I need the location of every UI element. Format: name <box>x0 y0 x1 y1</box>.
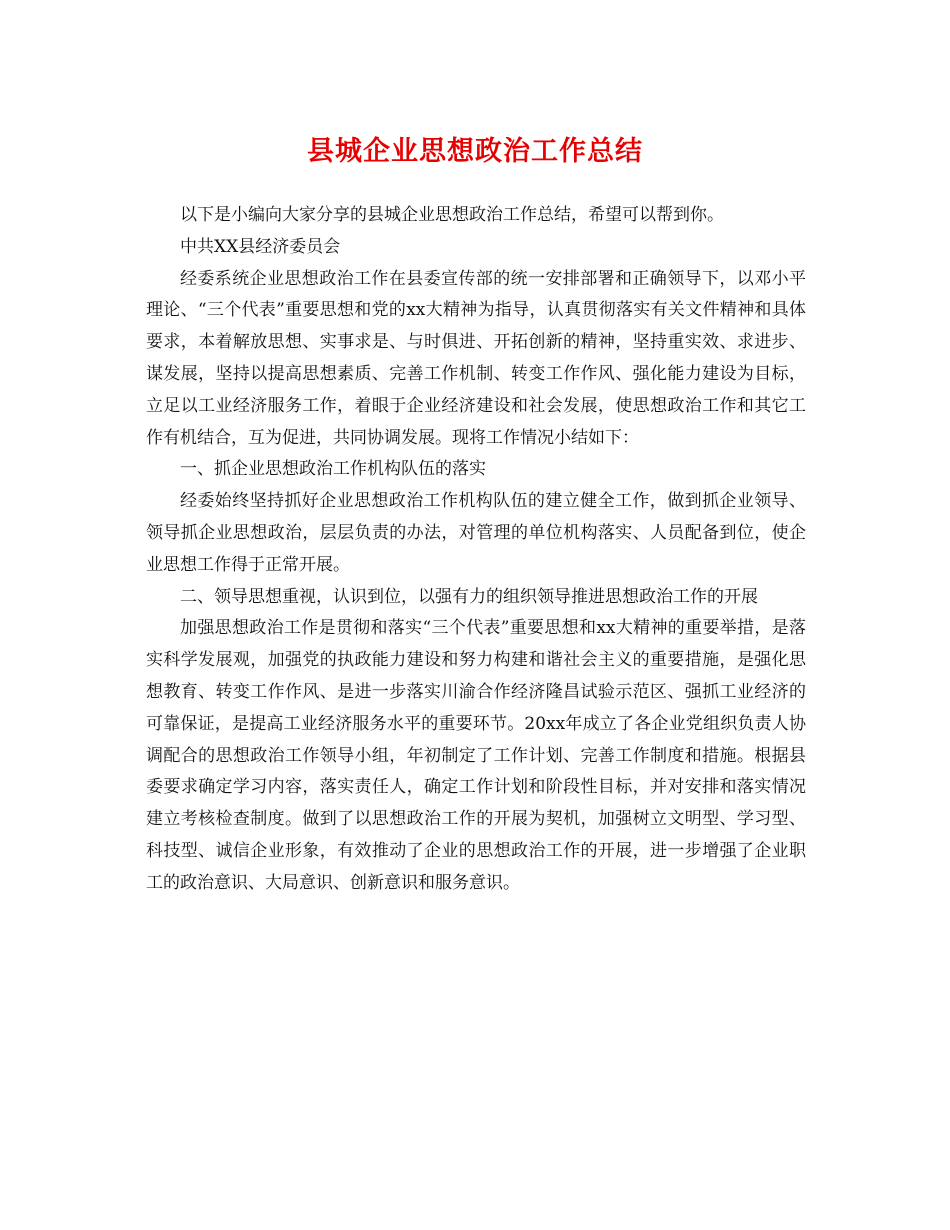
section-heading-1: 一、抓企业思想政治工作机构队伍的落实 <box>180 459 486 480</box>
organization-line: 中共XX县经济委员会 <box>180 236 341 257</box>
overview-paragraph: 经委系统企业思想政治工作在县委宣传部的统一安排部署和正确领导下，以邓小平理论、“三个代表”重要思想和党的xx大精神为指导，认真贯彻落实有关文件精神和具体要求，本着解放思想、实事求是、与时俱进、开拓创新的精神，坚持重实效、求进步、谋发展，坚持以提高思想素质、完善工作机制、转变工作作风、强化能力建设为目标，立足以工业经济服务工作，着眼于企业经济建设和社会发展，使思想政治工作和其它工作有机结合，互为促进，共同协调发展。现将工作情况小结如下： <box>146 268 806 448</box>
section-2-paragraph: 加强思想政治工作是贯彻和落实“三个代表”重要思想和xx大精神的重要举措，是落实科学发展观，加强党的执政能力建设和努力构建和谐社会主义的重要措施，是强化思想教育、转变工作作风、是进一步落实川渝合作经济隆昌试验示范区、强抓工业经济的可靠保证，是提高工业经济服务水平的重要环节。20xx年成立了各企业党组织负责人协调配合的思想政治工作领导小组，年初制定了工作计划、完善工作制度和措施。根据县委要求确定学习内容，落实责任人，确定工作计划和阶段性目标，并对安排和落实情况建立考核检查制度。做到了以思想政治工作的开展为契机，加强树立文明型、学习型、科技型、诚信企业形象，有效推动了企业的思想政治工作的开展，进一步增强了企业职工的政治意识、大局意识、创新意识和服务意识。 <box>146 618 806 893</box>
document-body <box>146 200 806 900</box>
section-1-paragraph: 经委始终坚持抓好企业思想政治工作机构队伍的建立健全工作，做到抓企业领导、领导抓企业思想政治，层层负责的办法，对管理的单位机构落实、人员配备到位，使企业思想工作得于正常开展。 <box>146 491 806 575</box>
intro-paragraph: 以下是小编向大家分享的县城企业思想政治工作总结，希望可以帮到你。 <box>180 205 724 225</box>
document-title: 县城企业思想政治工作总结 <box>307 136 643 167</box>
section-heading-2: 二、领导思想重视，认识到位，以强有力的组织领导推进思想政治工作的开展 <box>180 586 758 607</box>
